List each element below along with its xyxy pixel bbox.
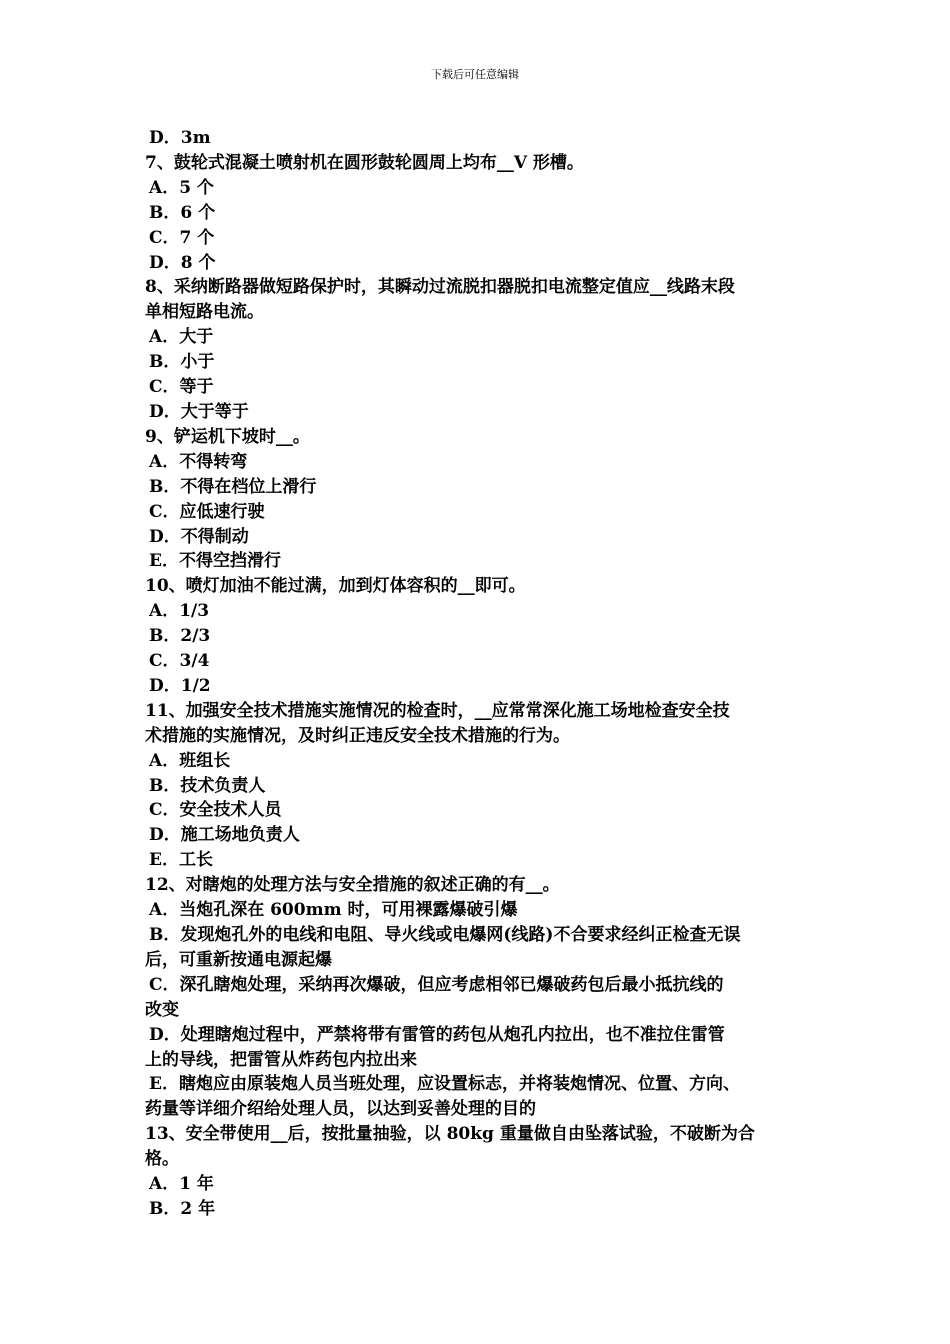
answer-option-line: D．8 个 xyxy=(149,252,216,273)
question-text-line: 12、对瞎炮的处理方法与安全措施的叙述正确的有__。 xyxy=(145,875,560,896)
document-body xyxy=(145,126,825,1222)
question-text-line: 7、鼓轮式混凝土喷射机在圆形鼓轮圆周上均布__V 形槽。 xyxy=(145,152,584,173)
answer-option-line: B．技术负责人 xyxy=(149,775,266,796)
answer-option-line: E．瞎炮应由原装炮人员当班处理，应设置标志，并将装炮情况、位置、方向、 xyxy=(149,1074,740,1095)
question-text-line: 13、安全带使用__后，按批量抽验，以 80kg 重量做自由坠落试验，不破断为合 xyxy=(145,1124,755,1145)
answer-option-line: C．等于 xyxy=(149,377,214,398)
answer-option-line: A．当炮孔深在 600mm 时，可用裸露爆破引爆 xyxy=(149,900,518,921)
question-text-line: 改变 xyxy=(145,999,179,1020)
question-text-line: 术措施的实施情况，及时纠正违反安全技术措施的行为。 xyxy=(145,725,570,746)
answer-option-line: A．5 个 xyxy=(149,177,214,198)
answer-option-line: C．3/4 xyxy=(149,651,210,672)
question-text-line: 9、铲运机下坡时__。 xyxy=(145,426,310,447)
question-text-line: 10、喷灯加油不能过满，加到灯体容积的__即可。 xyxy=(145,576,526,597)
question-text-line: 11、加强安全技术措施实施情况的检查时，__应常常深化施工场地检查安全技 xyxy=(145,700,730,721)
answer-option-line: B．发现炮孔外的电线和电阻、导火线或电爆网(线路)不合要求经纠正检查无误 xyxy=(149,925,741,945)
question-text-line: 后，可重新按通电源起爆 xyxy=(145,949,332,970)
answer-option-line: B．小于 xyxy=(149,352,215,373)
answer-option-line: A．大于 xyxy=(149,327,214,348)
answer-option-line: D．不得制动 xyxy=(149,526,249,547)
answer-option-line: D．处理瞎炮过程中，严禁将带有雷管的药包从炮孔内拉出，也不准拉住雷管 xyxy=(149,1024,725,1045)
answer-option-line: A．不得转弯 xyxy=(149,451,248,472)
answer-option-line: E．不得空挡滑行 xyxy=(149,551,281,572)
answer-option-line: B．2 年 xyxy=(149,1198,216,1219)
answer-option-line: C．应低速行驶 xyxy=(149,501,265,522)
page-header: 下载后可任意编辑 xyxy=(431,68,519,81)
answer-option-line: B．不得在档位上滑行 xyxy=(149,476,317,497)
answer-option-line: C．7 个 xyxy=(149,227,215,248)
question-text-line: 格。 xyxy=(145,1149,179,1170)
answer-option-line: B．2/3 xyxy=(149,626,211,647)
answer-option-line: D．大于等于 xyxy=(149,401,249,422)
answer-option-line: D．3m xyxy=(149,128,211,148)
answer-option-line: A．1/3 xyxy=(149,601,210,622)
answer-option-line: A．班组长 xyxy=(149,750,231,771)
answer-option-line: A．1 年 xyxy=(149,1174,214,1195)
question-text-line: 单相短路电流。 xyxy=(145,302,264,323)
answer-option-line: B．6 个 xyxy=(149,202,216,223)
answer-option-line: C．深孔瞎炮处理，采纳再次爆破，但应考虑相邻已爆破药包后最小抵抗线的 xyxy=(149,974,724,995)
answer-option-line: D．施工场地负责人 xyxy=(149,825,300,846)
answer-option-line: E．工长 xyxy=(149,850,213,871)
answer-option-line: C．安全技术人员 xyxy=(149,800,282,821)
question-text-line: 上的导线，把雷管从炸药包内拉出来 xyxy=(145,1049,417,1070)
answer-option-line: D．1/2 xyxy=(149,675,211,696)
question-text-line: 药量等详细介绍给处理人员，以达到妥善处理的目的 xyxy=(145,1099,536,1120)
question-text-line: 8、采纳断路器做短路保护时，其瞬动过流脱扣器脱扣电流整定值应__线路末段 xyxy=(145,277,735,298)
